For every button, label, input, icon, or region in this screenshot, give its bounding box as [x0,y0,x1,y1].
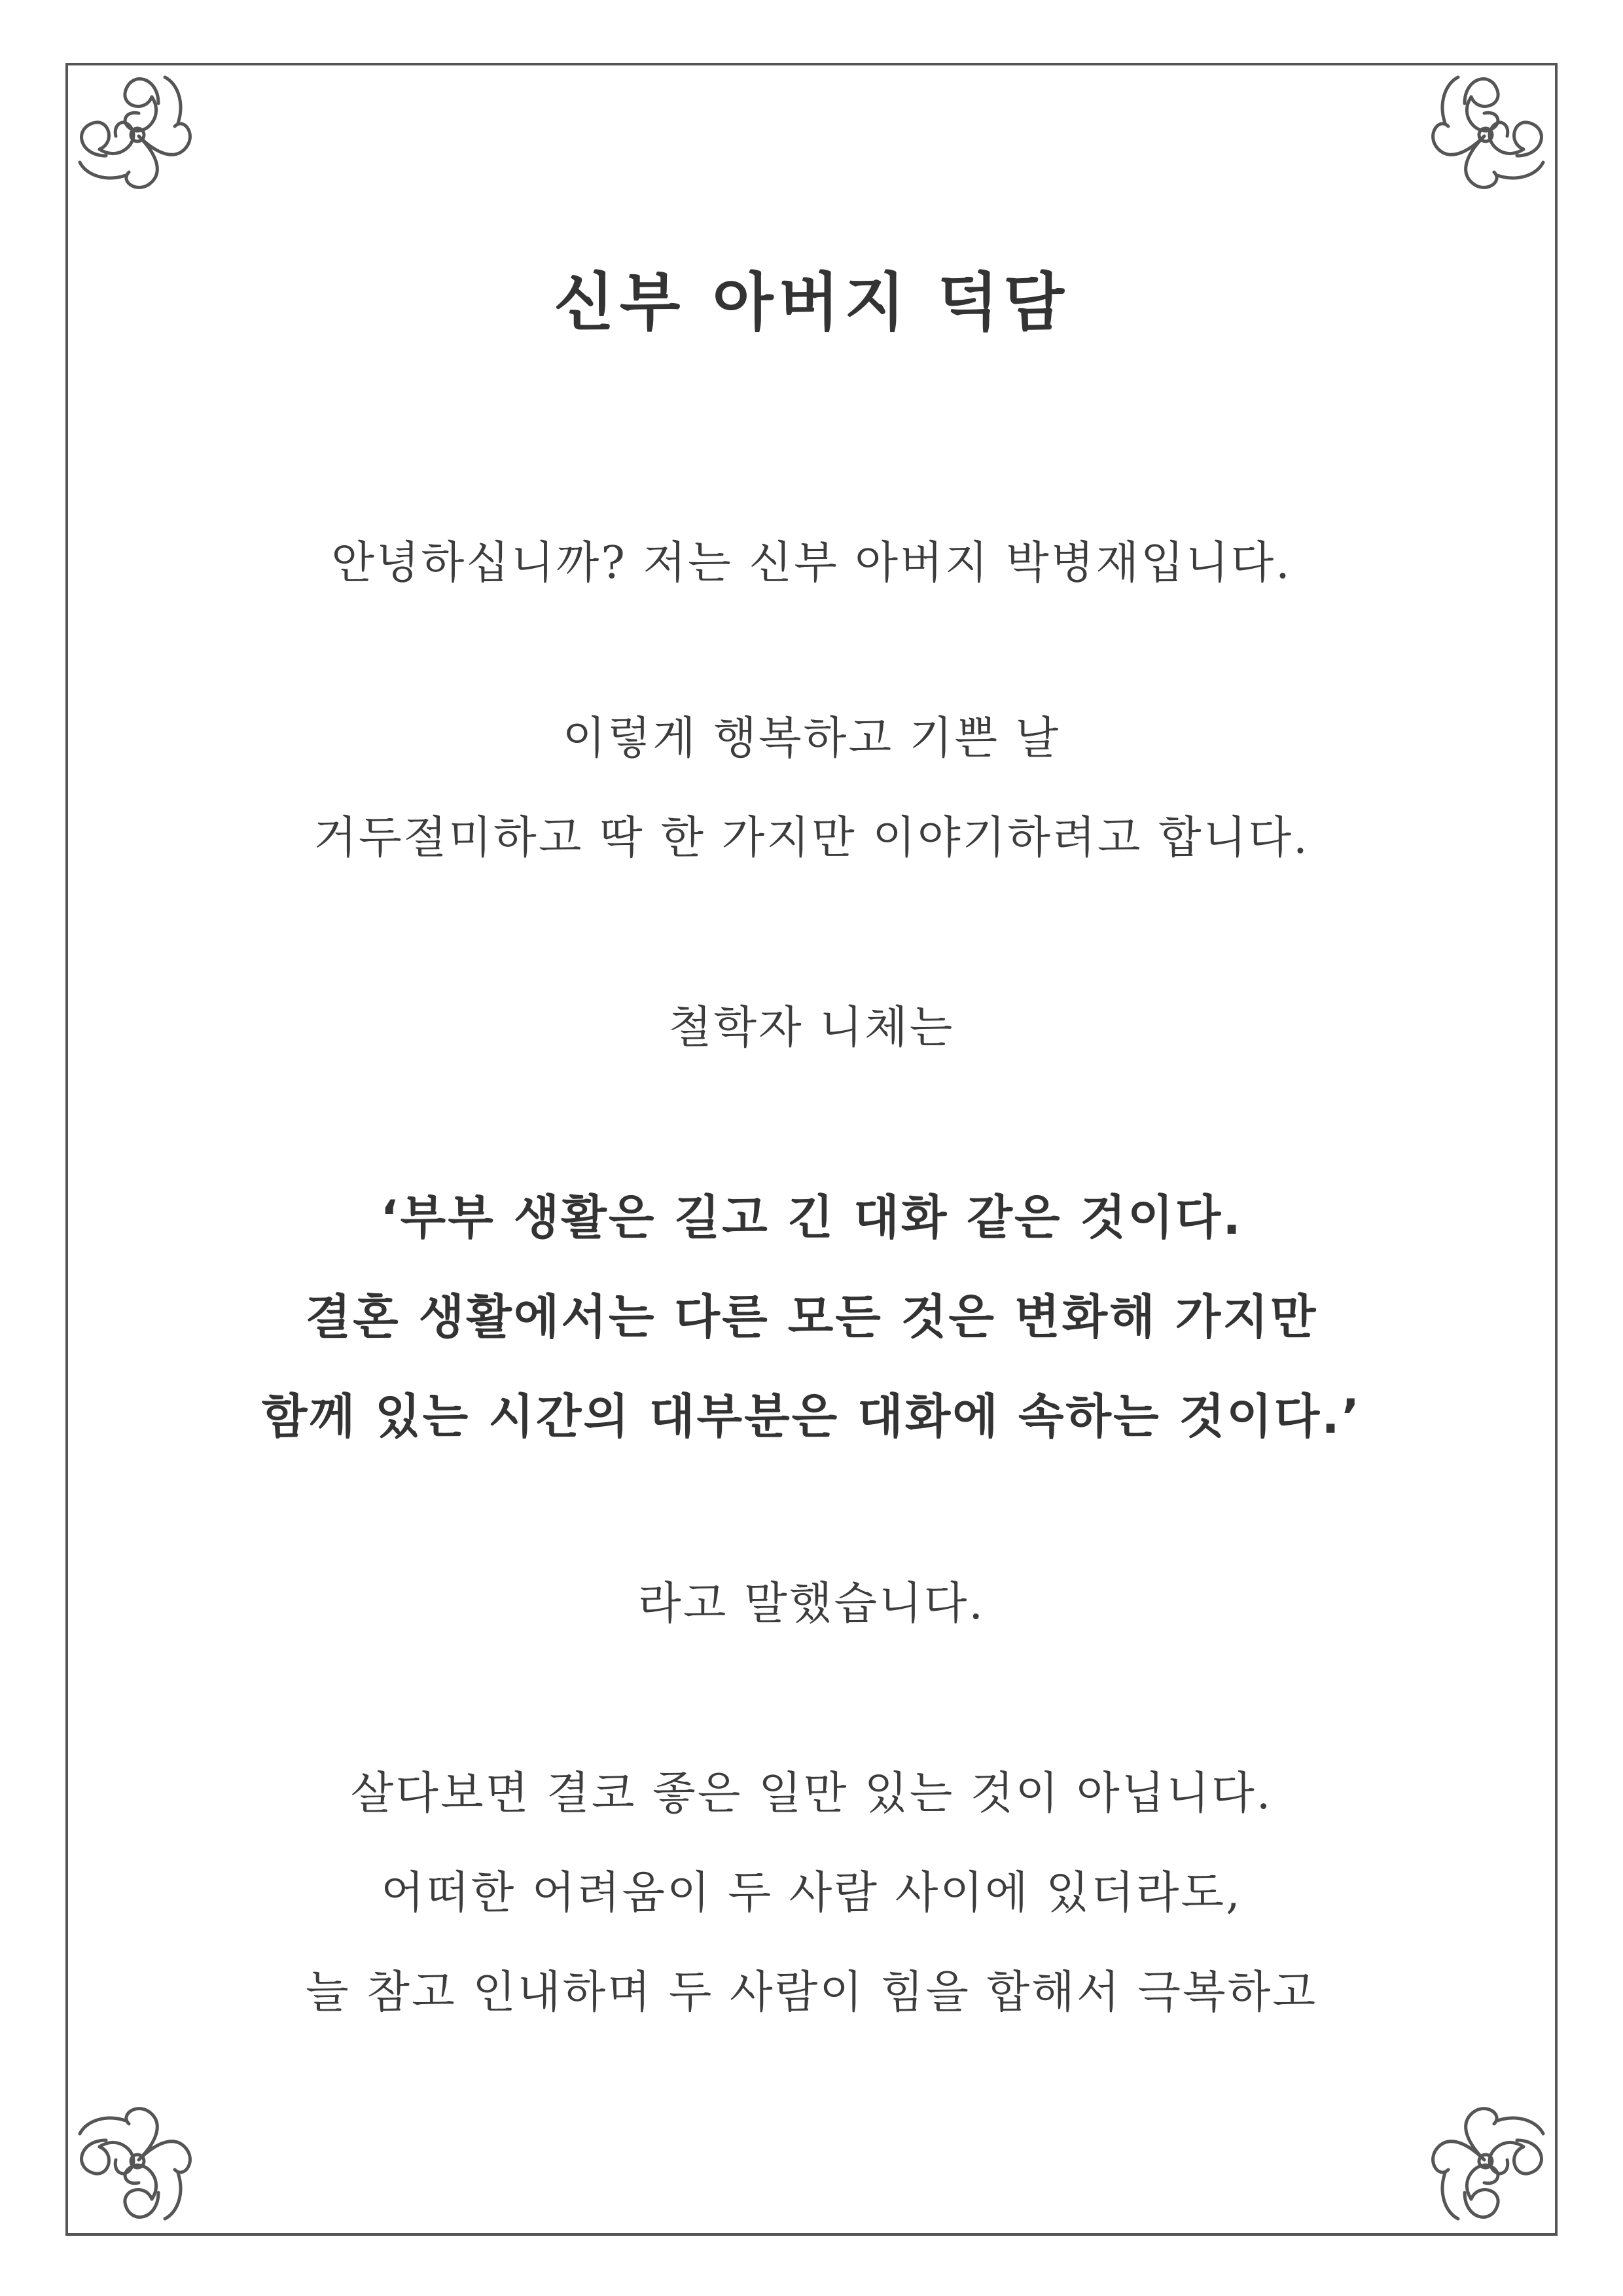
paragraph-line: 늘 참고 인내하며 두 사람이 힘을 합해서 극복하고 [305,1967,1318,2018]
paragraph-line: 어떠한 어려움이 두 사람 사이에 있더라도, [381,1867,1242,1919]
paragraph-line: 이렇게 행복하고 기쁜 날 [562,713,1061,764]
flourish-corner-icon [60,58,211,208]
flourish-corner-icon [1412,2088,1563,2238]
quote-line: ‘부부 생활은 길고 긴 대화 같은 것이다. [380,1190,1243,1245]
greeting-line: 안녕하십니까? 저는 신부 아버지 박병재입니다. [331,537,1292,589]
paragraph-line: 살다보면 결코 좋은 일만 있는 것이 아닙니다. [350,1768,1273,1820]
paragraph-line: 철학자 니체는 [668,1002,955,1054]
paragraph-line: 거두절미하고 딱 한 가지만 이야기하려고 합니다. [313,812,1310,864]
page-title: 신부 아버지 덕담 [554,266,1069,339]
quote-line: 결혼 생활에서는 다른 모든 것은 변화해 가지만 [305,1289,1318,1344]
flourish-corner-icon [1412,58,1563,208]
quote-line: 함께 있는 시간의 대부분은 대화에 속하는 것이다.’ [261,1389,1362,1444]
flourish-corner-icon [60,2088,211,2238]
paragraph-line: 라고 말했습니다. [637,1578,986,1630]
